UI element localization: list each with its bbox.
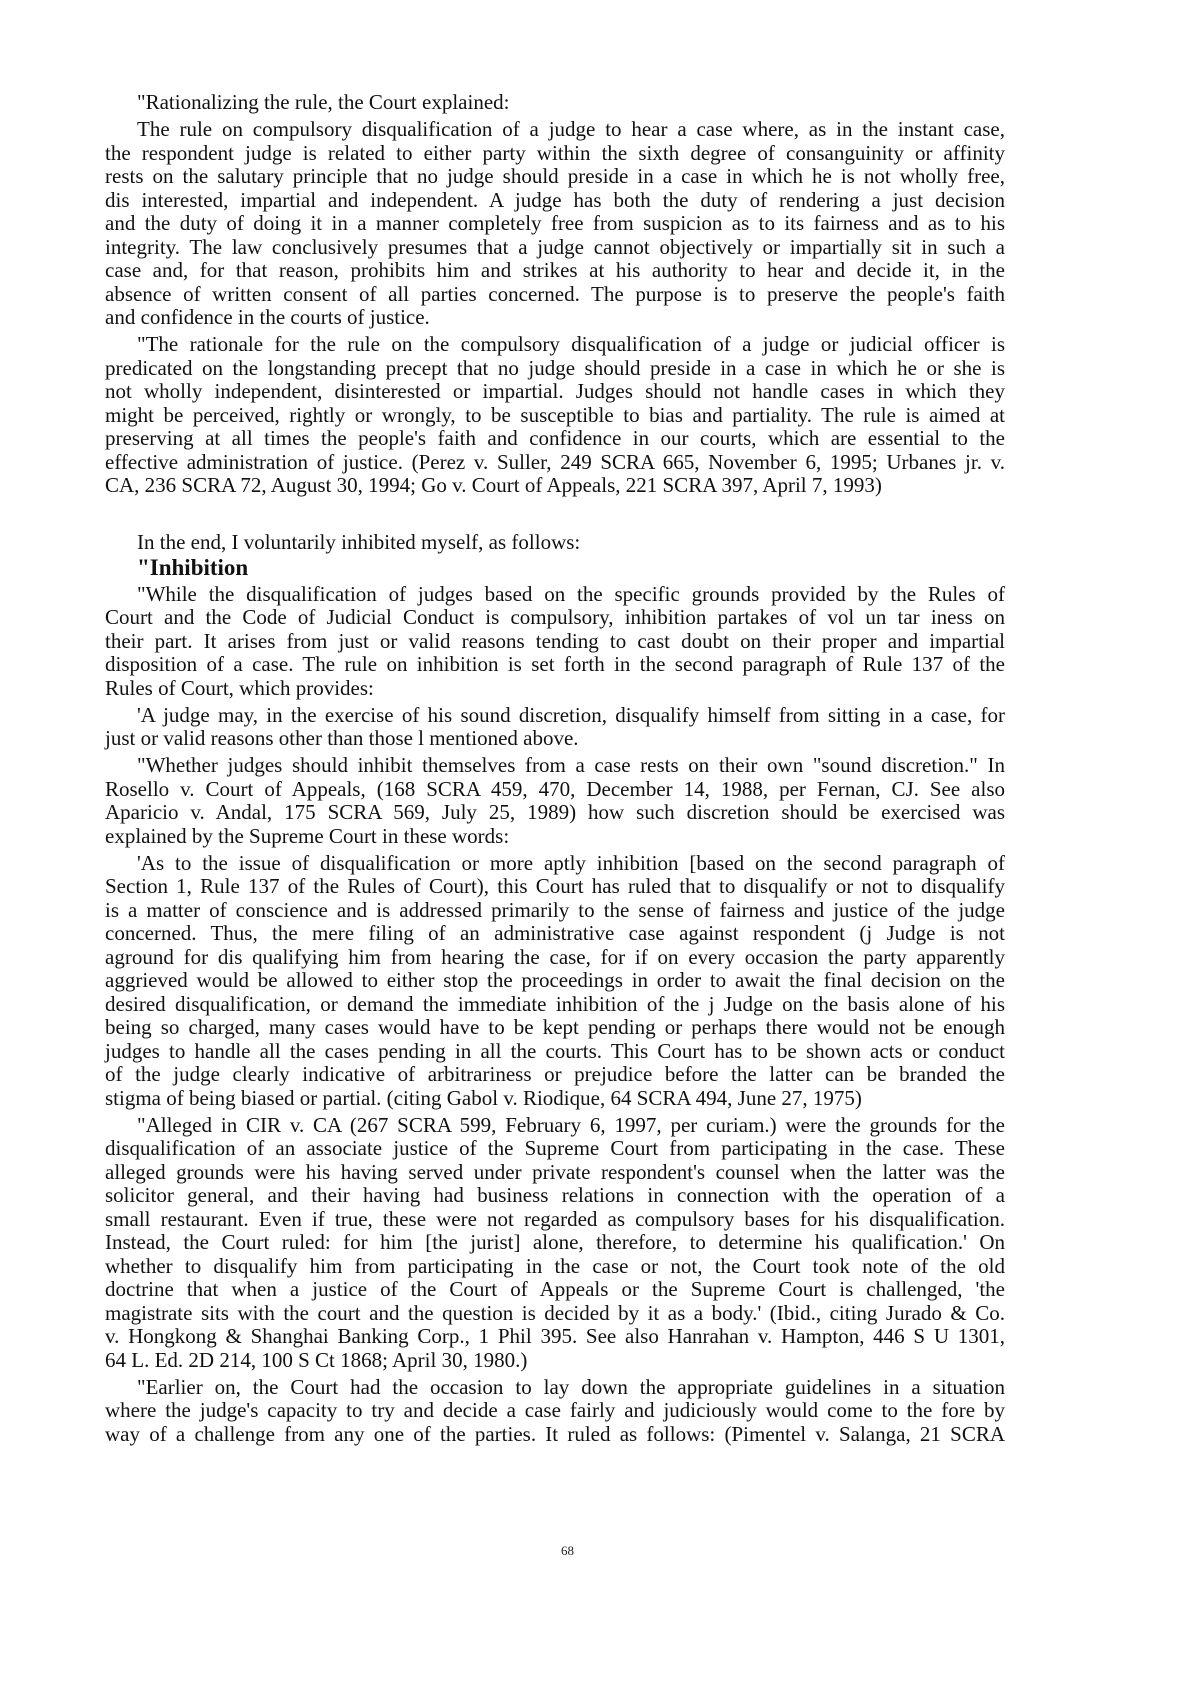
text-line: "Earlier on, the Court had the occasion to lay down the appropriate guidelines in a situation [137, 1374, 1005, 1399]
paragraph [105, 1114, 1005, 1373]
text-line: "While the disqualification of judges based on the specific grounds provided by the Rules of [137, 581, 1005, 606]
text-line: desired disqualification, or demand the immediate inhibition of the j Judge on the basis alone of his [105, 991, 1005, 1016]
heading-text: "Inhibition [137, 554, 249, 580]
text-line: is a matter of conscience and is addressed primarily to the sense of fairness and justice of the judge [105, 897, 1005, 922]
paragraph [105, 531, 1005, 555]
text-line: explained by the Supreme Court in these words: [105, 823, 510, 848]
text-line: In the end, I voluntarily inhibited myself, as follows: [137, 529, 581, 554]
text-line: might be perceived, rightly or wrongly, to be susceptible to bias and partiality. The rule is aimed at [105, 402, 1005, 427]
paragraph [105, 1376, 1005, 1447]
text-line: whether to disqualify him from participating in the case or not, the Court took note of the old [105, 1253, 1005, 1278]
text-line: aggrieved would be allowed to either stop the proceedings in order to await the final decision on the [105, 968, 1005, 992]
text-line: their part. It arises from just or valid reasons tending to cast doubt on their proper and impartial [105, 628, 1005, 653]
text-line: being so charged, many cases would have to be kept pending or perhaps there would not be enough [105, 1015, 1005, 1039]
text-line: "Rationalizing the rule, the Court explained: [137, 90, 510, 114]
text-line: "Alleged in CIR v. CA (267 SCRA 599, February 6, 1997, per curiam.) were the grounds for the [137, 1112, 1005, 1137]
text-line: concerned. Thus, the mere filing of an administrative case against respondent (j Judge is not [105, 921, 1005, 945]
text-line: Rosello v. Court of Appeals, (168 SCRA 459, 470, December 14, 1988, per Fernan, CJ. See also [105, 776, 1005, 801]
paragraph [105, 704, 1005, 751]
text-line: CA, 236 SCRA 72, August 30, 1994; Go v. Court of Appeals, 221 SCRA 397, April 7, 1993) [105, 473, 882, 497]
text-line: rests on the salutary principle that no judge should preside in a case in which he is not wholly free, [105, 164, 1005, 188]
text-line: case and, for that reason, prohibits him and strikes at his authority to hear and decide it, in the [105, 258, 1005, 282]
section-heading [105, 556, 1005, 580]
text-line: not wholly independent, disinterested or impartial. Judges should not handle cases in which they [105, 379, 1005, 403]
text-line: way of a challenge from any one of the parties. It ruled as follows: (Pimentel v. Salanga, 21 SCRA [105, 1421, 1005, 1446]
text-line: and confidence in the courts of justice. [105, 305, 430, 329]
text-line: integrity. The law conclusively presumes that a judge cannot objectively or impartially sit in such a [105, 234, 1005, 259]
text-line: disqualification of an associate justice of the Supreme Court from participating in the case. These [105, 1136, 1005, 1160]
page-body [105, 91, 1005, 1446]
paragraph [105, 118, 1005, 330]
text-line: of the judge clearly indicative of arbitrariness or prejudice before the latter can be branded the [105, 1062, 1005, 1086]
text-line: magistrate sits with the court and the question is decided by it as a body.' (Ibid., citing Jurado & Co. [105, 1300, 1005, 1325]
text-line: absence of written consent of all parties concerned. The purpose is to preserve the people's faith [105, 281, 1005, 306]
text-line: 64 L. Ed. 2D 214, 100 S Ct 1868; April 30, 1980.) [105, 1347, 528, 1372]
text-line: 'A judge may, in the exercise of his sound discretion, disqualify himself from sitting in a case, for [137, 702, 1005, 727]
text-line: alleged grounds were his having served under private respondent's counsel when the latter was the [105, 1159, 1005, 1184]
text-line: "Whether judges should inhibit themselves from a case rests on their own "sound discretion." In [137, 753, 1005, 777]
text-line: doctrine that when a justice of the Court of Appeals or the Supreme Court is challenged, 'the [105, 1277, 1005, 1301]
text-line: effective administration of justice. (Perez v. Suller, 249 SCRA 665, November 6, 1995; Urbanes jr. v. [105, 449, 1005, 474]
text-line: and the duty of doing it in a manner completely free from suspicion as to its fairness and as to his [105, 211, 1005, 235]
text-line: stigma of being biased or partial. (citing Gabol v. Riodique, 64 SCRA 494, June 27, 1975) [105, 1085, 862, 1110]
paragraph [105, 583, 1005, 701]
text-line: solicitor general, and their having had business relations in connection with the operation of a [105, 1183, 1005, 1207]
text-line: "The rationale for the rule on the compulsory disqualification of a judge or judicial officer is [137, 332, 1005, 356]
text-line: judges to handle all the cases pending in all the courts. This Court has to be shown acts or conduct [105, 1038, 1005, 1063]
text-line: The rule on compulsory disqualification of a judge to hear a case where, as in the instant case, [137, 117, 1005, 141]
text-line: just or valid reasons other than those l mentioned above. [105, 726, 579, 750]
text-line: preserving at all times the people's faith and confidence in our courts, which are essential to the [105, 426, 1005, 450]
text-line: aground for dis qualifying him from hearing the case, for if on every occasion the party apparently [105, 944, 1005, 969]
text-line: v. Hongkong & Shanghai Banking Corp., 1 Phil 395. See also Hanrahan v. Hampton, 446 S U 1301, [105, 1324, 1005, 1348]
paragraph [105, 333, 1005, 498]
text-line: dis interested, impartial and independent. A judge has both the duty of rendering a just decision [105, 187, 1005, 212]
text-line: where the judge's capacity to try and decide a case fairly and judiciously would come to the fore by [105, 1398, 1005, 1422]
text-line: disposition of a case. The rule on inhibition is set forth in the second paragraph of Rule 137 of the [105, 652, 1005, 676]
paragraph [105, 754, 1005, 848]
text-line: the respondent judge is related to either party within the sixth degree of consanguinity or affinity [105, 140, 1005, 165]
page-number: 68 [561, 1543, 574, 1558]
text-line: Rules of Court, which provides: [105, 675, 374, 700]
text-line: Aparicio v. Andal, 175 SCRA 569, July 25, 1989) how such discretion should be exercised was [105, 800, 1005, 824]
text-line: Section 1, Rule 137 of the Rules of Court), this Court has ruled that to disqualify or not to disqualify [105, 874, 1005, 898]
text-line: 'As to the issue of disqualification or more aptly inhibition [based on the second paragraph of [137, 850, 1005, 875]
text-line: predicated on the longstanding precept that no judge should preside in a case in which he or she is [105, 355, 1005, 380]
paragraph [105, 852, 1005, 1111]
text-line: Instead, the Court ruled: for him [the jurist] alone, therefore, to determine his qualification.' On [105, 1230, 1005, 1254]
paragraph [105, 91, 1005, 115]
text-line: Court and the Code of Judicial Conduct is compulsory, inhibition partakes of vol un tar iness on [105, 605, 1005, 629]
text-line: small restaurant. Even if true, these were not regarded as compulsory bases for his disqualification. [105, 1206, 1005, 1231]
